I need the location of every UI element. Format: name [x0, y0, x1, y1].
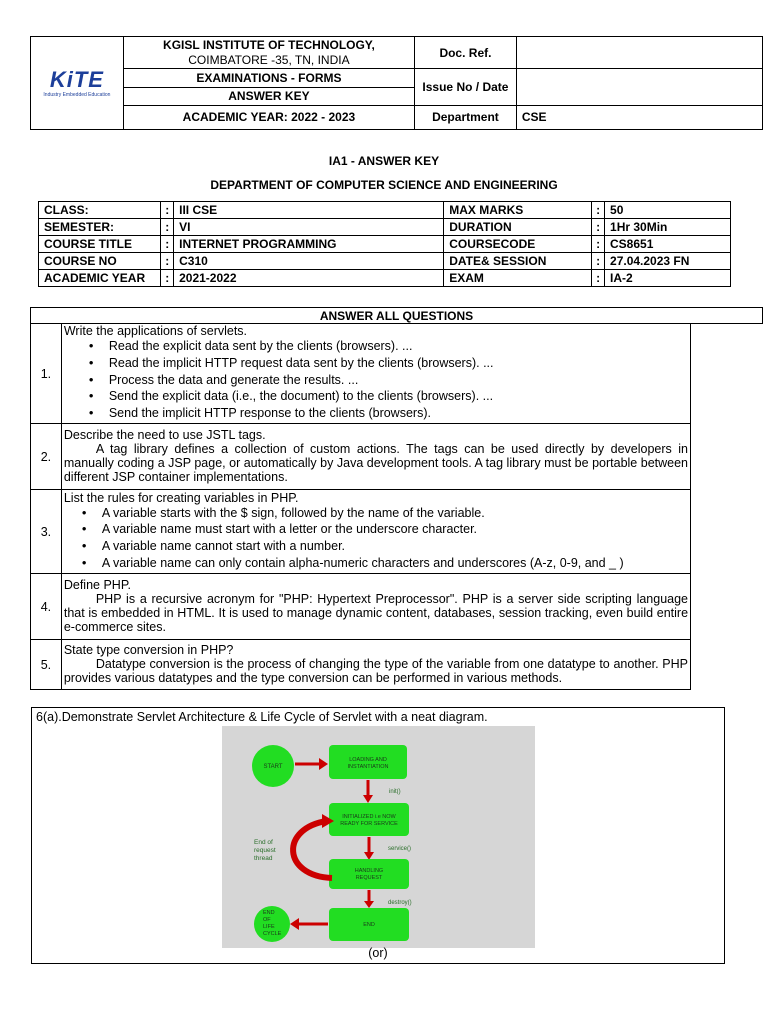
end-cycle-label-2: OF [263, 917, 271, 923]
info-value: IA-2 [605, 270, 731, 287]
q3-number: 3. [31, 490, 62, 574]
list-item: • A variable name must start with a letter or the underscore character. [102, 521, 688, 538]
q4-body [61, 574, 690, 640]
service-label: service() [388, 846, 412, 852]
list-item: • Process the data and generate the results. ... [109, 372, 688, 389]
q5-body [61, 640, 690, 690]
q5-question: State type conversion in PHP? [63, 643, 234, 657]
servlet-lifecycle-diagram [222, 726, 535, 948]
academic-year-label: ACADEMIC YEAR: 2022 - 2023 [123, 105, 414, 129]
q2-body [61, 424, 690, 490]
colon: : [161, 270, 174, 287]
q4-question: Define PHP. [63, 578, 132, 592]
init-label: init() [389, 789, 401, 795]
q1-number: 1. [31, 324, 62, 424]
list-item: • A variable starts with the $ sign, followed by the name of the variable. [102, 505, 688, 522]
info-table [38, 201, 731, 287]
info-label: DATE& SESSION [444, 253, 592, 270]
end-cycle-label-4: CYCLE [263, 931, 282, 937]
list-item: • Read the implicit HTTP request data sent by the clients (browsers). ... [109, 355, 688, 372]
info-label: ACADEMIC YEAR [39, 270, 161, 287]
info-label: EXAM [444, 270, 592, 287]
questions-table [30, 307, 763, 690]
list-item: • Send the explicit data (i.e., the document) to the clients (browsers). ... [109, 388, 688, 405]
q1-bullets [64, 338, 688, 422]
info-label: CLASS: [39, 202, 161, 219]
q3-question: List the rules for creating variables in PHP. [63, 490, 299, 505]
colon: : [161, 219, 174, 236]
start-label: START [263, 764, 283, 770]
info-label: COURSE TITLE [39, 236, 161, 253]
info-label: SEMESTER: [39, 219, 161, 236]
end-request-label-1: End of [254, 839, 273, 846]
q3-body [61, 490, 690, 574]
q1-body [61, 324, 690, 424]
department-value: CSE [516, 105, 762, 129]
initialized-label-1: INITIALIZED i.e NOW [342, 814, 396, 820]
colon: : [161, 253, 174, 270]
info-value: III CSE [174, 202, 444, 219]
doc-ref-value [516, 37, 762, 69]
institute-cell [123, 37, 414, 69]
info-value: C310 [174, 253, 444, 270]
handling-label-2: REQUEST [355, 875, 383, 881]
info-label: COURSE NO [39, 253, 161, 270]
end-label: END [363, 922, 375, 928]
loading-label-1: LOADING AND [349, 757, 387, 763]
list-item: • A variable name cannot start with a number. [102, 538, 688, 555]
colon: : [592, 236, 605, 253]
or-separator: (or) [368, 946, 388, 960]
kite-logo [31, 66, 123, 98]
questions-heading: ANSWER ALL QUESTIONS [31, 308, 763, 324]
info-value: INTERNET PROGRAMMING [174, 236, 444, 253]
issue-value [516, 69, 762, 105]
info-value: CS8651 [605, 236, 731, 253]
institute-name: KGISL INSTITUTE OF TECHNOLOGY, [163, 37, 375, 52]
issue-label: Issue No / Date [415, 69, 517, 105]
info-value: 50 [605, 202, 731, 219]
list-item: • Read the explicit data sent by the clients (browsers). ... [109, 338, 688, 355]
table-row [39, 270, 731, 287]
info-label: MAX MARKS [444, 202, 592, 219]
table-row [39, 219, 731, 236]
q4-answer: PHP is a recursive acronym for "PHP: Hypertext Preprocessor". PHP is a server side scripting language that is embedded in HTML. It is used to manage dynamic content, databases, session tracking, even build entire e-commerce sites. [63, 592, 689, 634]
handling-node [329, 859, 409, 889]
info-value: 27.04.2023 FN [605, 253, 731, 270]
loading-label-2: INSTANTIATION [347, 764, 389, 770]
q3-bullets [64, 505, 688, 572]
q6-box [31, 707, 725, 964]
handling-label-1: HANDLING [354, 868, 384, 874]
info-value: 1Hr 30Min [605, 219, 731, 236]
end-cycle-label-1: END [263, 910, 275, 916]
right-margin [691, 324, 763, 690]
info-value: VI [174, 219, 444, 236]
info-label: COURSECODE [444, 236, 592, 253]
page-title: IA1 - ANSWER KEY [328, 154, 440, 168]
header-table [30, 36, 763, 130]
q5-answer: Datatype conversion is the process of changing the type of the variable from one datatype to another. PHP provides various datatypes and the type conversion can be performed in various methods. [63, 657, 689, 685]
table-row [39, 236, 731, 253]
colon: : [592, 253, 605, 270]
list-item: • Send the implicit HTTP response to the clients (browsers). [109, 405, 688, 422]
q6-question: 6(a).Demonstrate Servlet Architecture & Life Cycle of Servlet with a neat diagram. [36, 710, 488, 724]
logo-tagline: Industry Embedded Education [43, 91, 111, 98]
table-row [39, 202, 731, 219]
end-request-label-2: request [254, 847, 276, 854]
department-title: DEPARTMENT OF COMPUTER SCIENCE AND ENGINEERING [210, 178, 558, 192]
list-item: • A variable name can only contain alpha-numeric characters and underscores (A-z, 0-9, and _ ) [102, 555, 688, 572]
q1-question: Write the applications of servlets. [63, 324, 248, 339]
q2-number: 2. [31, 424, 62, 490]
info-label: DURATION [444, 219, 592, 236]
end-request-label-3: thread [254, 855, 273, 862]
initialized-label-2: READY FOR SERVICE [340, 821, 398, 827]
q4-number: 4. [31, 574, 62, 640]
end-cycle-label-3: LIFE [263, 924, 275, 930]
q5-number: 5. [31, 640, 62, 690]
q2-answer: A tag library defines a collection of custom actions. The tags can be used directly by developers in manually coding a JSP page, or automatically by Java development tools. A tag library must be portable between different JSP container implementations. [63, 442, 689, 484]
table-row [39, 253, 731, 270]
examinations-label: EXAMINATIONS - FORMS [123, 69, 414, 87]
info-value: 2021-2022 [174, 270, 444, 287]
colon: : [592, 270, 605, 287]
logo-cell [31, 37, 124, 130]
colon: : [592, 219, 605, 236]
colon: : [161, 236, 174, 253]
destroy-label: destroy() [388, 900, 412, 906]
answer-key-label: ANSWER KEY [123, 87, 414, 105]
q2-question: Describe the need to use JSTL tags. [63, 428, 266, 442]
logo-text: KiTE [49, 66, 104, 92]
doc-ref-label: Doc. Ref. [415, 37, 517, 69]
department-label: Department [415, 105, 517, 129]
colon: : [161, 202, 174, 219]
institute-address: COIMBATORE -35, TN, INDIA [188, 52, 350, 67]
colon: : [592, 202, 605, 219]
